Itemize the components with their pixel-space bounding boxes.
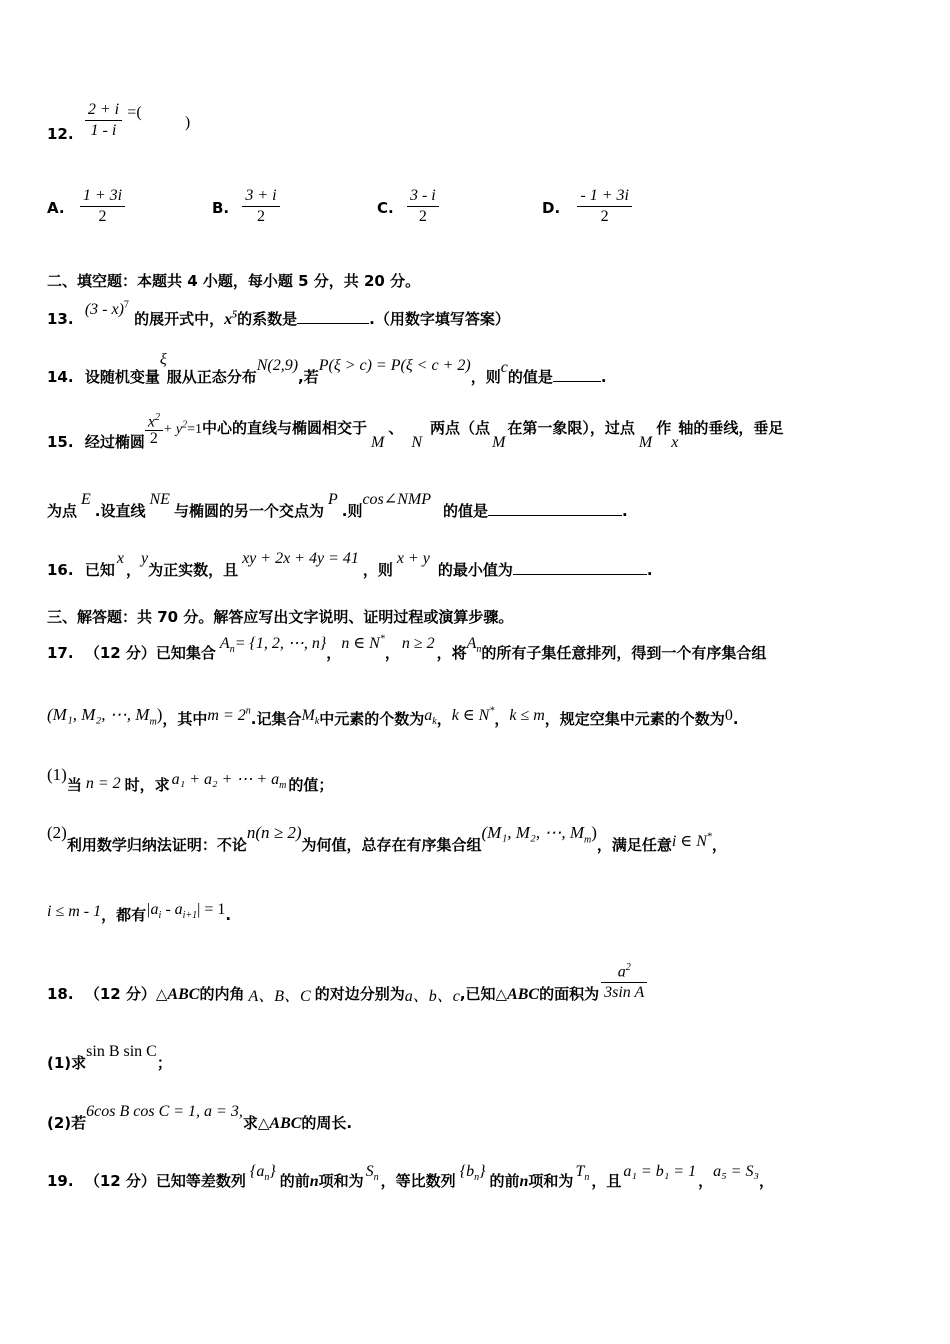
q14-line: [47, 351, 607, 386]
q17-l2-c1: ，: [436, 710, 452, 728]
q17-p2-text3: ，满足任意: [596, 836, 672, 854]
choice-b-fraction: [242, 186, 279, 227]
q19-text7: ，且: [591, 1172, 622, 1190]
q18-abc: ABC: [167, 986, 200, 1004]
q15-l2-text4: .则: [341, 502, 363, 520]
q17-p2-i-text: i ∈ N: [671, 833, 707, 850]
q16-answer-blank[interactable]: [513, 574, 647, 575]
q17-number: 17.: [47, 644, 74, 662]
q17-l2-zero: 0: [724, 707, 733, 724]
q17-p3-abs: [146, 901, 226, 922]
q15-l2-text1: 为点: [47, 502, 78, 520]
q14-text1: 设随机变量: [84, 368, 160, 386]
choice-a-label: A.: [47, 199, 65, 217]
q14-text3: ,若: [298, 368, 319, 386]
q19-Tn-text: T: [575, 1163, 585, 1180]
q17-An: [219, 635, 235, 656]
q16-sum: x + y: [396, 550, 430, 567]
q15-eq-exp: 2: [182, 419, 188, 431]
q14-condition: P(ξ > c) = P(ξ < c + 2): [318, 357, 471, 374]
q17-p2-text4: ，: [711, 836, 727, 854]
q12-close: ): [184, 114, 191, 131]
q19-text4: ，等比数列: [380, 1172, 456, 1190]
q15-sep: 、: [388, 419, 404, 438]
q12-fraction: [85, 100, 122, 141]
q12-choice-a[interactable]: [47, 186, 125, 227]
q16-sep: ，: [125, 561, 141, 579]
q18-frac-num-exp: 2: [625, 962, 631, 973]
q17-l2-tuple-sub: m: [149, 716, 157, 728]
q19-an: [249, 1163, 276, 1184]
q12-number: 12.: [47, 125, 74, 143]
q17-c1: ，: [326, 644, 342, 662]
q19-c1: ，: [698, 1172, 714, 1190]
q17-p2-text1: 利用数学归纳法证明：不论: [66, 836, 247, 854]
q17-l2-ak: [424, 707, 437, 728]
choice-d-fraction: [577, 186, 632, 227]
q17-n2: n ≥ 2: [401, 635, 435, 652]
choice-a-den: 2: [98, 208, 107, 225]
q17-l2-m: [207, 707, 250, 724]
q19-bn-sub: n: [474, 1172, 480, 1184]
q15-eq-rest: + y: [162, 422, 183, 438]
q14-text4: ，则: [470, 368, 501, 386]
q12-choice-c[interactable]: [377, 186, 439, 227]
q18-p2-abc: ABC: [269, 1115, 302, 1132]
q13-text2: 的系数是: [237, 310, 298, 328]
q15-frac-num: [145, 410, 163, 431]
q19-c2: ，: [759, 1172, 775, 1190]
q17-nN: [341, 635, 385, 652]
q18-line: [47, 958, 647, 1006]
q18-p2-text2: 的周长.: [301, 1114, 353, 1132]
q15-answer-blank[interactable]: [488, 515, 622, 516]
q17-l2-kN: [452, 707, 495, 724]
q17-p1-text3: 的值；: [288, 776, 334, 794]
q17-p1-sum-sub: m: [279, 780, 287, 792]
q13-expr-text: (3 - x): [84, 301, 124, 318]
q14-text2: 服从正态分布: [166, 368, 257, 386]
q17-l2-text4: ，规定空集中元素的个数为: [544, 710, 725, 728]
q18-part1: [47, 1040, 172, 1072]
q14-text6: .: [600, 368, 607, 386]
q17-p3-abs-end: | = 1: [197, 901, 226, 918]
q17-p2-tuple: [481, 823, 597, 846]
q18-p1-end: ；: [156, 1054, 172, 1072]
q15-eq-end: =1: [187, 422, 203, 438]
q16-text5: .: [646, 561, 653, 579]
q18-p2-label: (2)若: [47, 1114, 87, 1132]
q17-p1-label: (1): [47, 765, 67, 784]
q16-number: 16.: [47, 561, 74, 579]
choice-b-num: 3 + i: [242, 186, 279, 207]
q12-choice-b[interactable]: [212, 186, 280, 227]
q19-an-text: {a: [249, 1163, 265, 1180]
q15-l2-text6: .: [621, 502, 628, 520]
q17-l2-tuple-end: ): [156, 705, 163, 724]
q17-p1-n: n = 2: [85, 775, 121, 792]
q17-l2-text3: 中元素的个数为: [319, 710, 425, 728]
q18-text2: 的内角: [199, 985, 245, 1004]
q17-l2-tuple-text: (M₁, M₂, ⋯, M: [47, 705, 150, 724]
section3-heading: 三、解答题：共 70 分。解答应写出文字说明、证明过程或演算步骤。: [47, 608, 514, 626]
q15-eq: [162, 419, 203, 438]
q14-xi: ξ: [159, 351, 167, 368]
q18-frac-num: [601, 958, 647, 983]
q18-p1-label: (1)求: [47, 1054, 87, 1072]
q19-eq2: a₅ = S₃: [713, 1163, 760, 1180]
choice-b-den: 2: [257, 208, 265, 225]
q18-part2: [47, 1100, 353, 1132]
q17-p2-tuple-text: (M₁, M₂, ⋯, M: [481, 823, 584, 842]
q17-l2-ak-text: a: [424, 707, 433, 724]
q17-l2-ak-sub: k: [432, 716, 437, 728]
q17-l2-text2: .记集合: [250, 710, 302, 728]
q15-l2-text5: 的值是: [442, 502, 488, 520]
q12-choice-d[interactable]: [542, 186, 632, 227]
q19-text6: 项和为: [528, 1172, 574, 1190]
q17-p3-i: i ≤ m - 1: [47, 903, 102, 920]
q15-frac-den: 2: [149, 430, 158, 448]
q15-frac-num-text: x: [147, 413, 155, 431]
q17-p2-star: *: [706, 831, 712, 843]
q13-text3: .（用数字填写答案）: [369, 310, 510, 328]
q14-number: 14.: [47, 368, 74, 386]
q13-exp: 7: [123, 299, 129, 311]
q18-number: 18.: [47, 985, 74, 1004]
q15-N: N: [411, 434, 423, 452]
q18-text3: 的对边分别为: [314, 985, 405, 1004]
q14-text5: 的值是: [507, 368, 553, 386]
q19-text3: 项和为: [318, 1172, 364, 1190]
q18-area-fraction: [601, 958, 647, 1003]
q16-text4: 的最小值为: [437, 561, 513, 579]
q12-frac-den: 1 - i: [90, 122, 117, 139]
q15-text4: 在第一象限），过点: [507, 419, 635, 438]
q15-l2-text3: 与椭圆的另一个交点为: [173, 502, 324, 520]
q18-frac-num-text: a: [617, 963, 626, 981]
q15-cos: cos∠NMP: [362, 491, 431, 508]
q17-nN-text: n ∈ N: [341, 635, 380, 652]
q17-p2-n: n(n ≥ 2): [246, 823, 302, 842]
choice-c-num: 3 - i: [407, 186, 439, 207]
choice-c-fraction: [407, 186, 439, 227]
q17-l2-Mk: [301, 707, 320, 728]
q18-frac-den: 3sin A: [604, 984, 645, 1002]
q16-text2: 为正实数，且: [148, 561, 239, 579]
q15-fraction: [145, 410, 163, 447]
q13-x-exp: 5: [232, 309, 238, 321]
q17-score: （12 分）已知集合: [84, 644, 216, 662]
q16-equation: xy + 2x + 4y = 41: [242, 550, 359, 567]
q15-x: x: [671, 434, 679, 452]
q13-answer-blank[interactable]: [297, 323, 369, 324]
q17-An-sub: n: [229, 644, 235, 656]
q14-answer-blank[interactable]: [553, 381, 601, 382]
q18-p2-expr: 6cos B cos C = 1, a = 3,: [86, 1103, 243, 1120]
q19-text2: 的前: [279, 1172, 310, 1190]
q18-text4: ,已知△: [459, 985, 508, 1004]
q15-text3: 两点（点: [430, 419, 491, 438]
q19-an-end: }: [269, 1163, 276, 1180]
q19-Tn: [575, 1163, 590, 1184]
q17-p2-tuple-sub: m: [583, 834, 592, 846]
q17-p2-text2: 为何值，总存在有序集合组: [301, 836, 482, 854]
q15-M2: M: [492, 434, 506, 452]
q17-p3-abs-sub2: i+1: [182, 910, 198, 922]
q17-p2-tuple-end: ): [591, 823, 597, 842]
q19-number: 19.: [47, 1172, 74, 1190]
q15-text1: 经过椭圆: [84, 433, 145, 452]
q19-bn: [459, 1163, 486, 1184]
q17-l2-km: k ≤ m: [509, 707, 545, 724]
q17-An2-sub: n: [476, 644, 482, 656]
q17-part3: [47, 900, 231, 923]
q17-c2: ，: [384, 644, 400, 662]
choice-d-den: 2: [600, 208, 609, 225]
q19-text1: （12 分）已知等差数列: [84, 1172, 246, 1190]
q19-text5: 的前: [489, 1172, 520, 1190]
q17-l2-m-text: m = 2: [207, 707, 246, 724]
q15-E: E: [81, 491, 91, 508]
choice-b-label: B.: [212, 199, 230, 217]
q18-text5: 的面积为: [539, 985, 600, 1004]
q13-expr: [85, 301, 129, 318]
q19-Sn: [365, 1163, 379, 1184]
choice-c-den: 2: [418, 208, 427, 225]
section2-heading: 二、填空题：本题共 4 小题，每小题 5 分，共 20 分。: [47, 272, 421, 290]
q17-l2-Mk-text: M: [301, 707, 315, 724]
q15-NE: NE: [149, 491, 170, 508]
q17-l2-star: *: [489, 705, 495, 717]
q18-p2-text1: 求△: [242, 1114, 270, 1132]
q19-line: [47, 1160, 775, 1190]
q17-part2: [47, 822, 727, 854]
q17-text1: ，将: [436, 644, 467, 662]
q17-line2: [47, 704, 739, 727]
q15-line2: [47, 486, 628, 520]
q17-star: *: [379, 633, 385, 645]
q15-text6: 轴的垂线，垂足: [678, 419, 784, 438]
q12-frac-num: 2 + i: [85, 100, 122, 121]
q15-line1: [47, 410, 784, 452]
q15-M: M: [371, 434, 385, 452]
q17-part1: [47, 764, 334, 794]
q13-line: [47, 299, 510, 328]
q19-bn-end: }: [479, 1163, 486, 1180]
q17-l2-tuple: [47, 705, 163, 728]
q19-an-sub: n: [264, 1172, 270, 1184]
q17-p3-text1: ，都有: [101, 906, 147, 924]
q14-c: c: [500, 359, 508, 376]
q17-An2: [466, 635, 482, 656]
choice-a-num: 1 + 3i: [80, 186, 125, 207]
q16-y: y: [140, 550, 149, 567]
q18-angles: A、B、C: [248, 988, 311, 1006]
q17-set: = {1, 2, ⋯, n}: [234, 635, 327, 652]
q17-text2: 的所有子集任意排列，得到一个有序集合组: [481, 644, 767, 662]
choice-d-label: D.: [542, 199, 561, 217]
q19-n2: n: [519, 1173, 529, 1190]
q13-x-text: x: [224, 311, 233, 328]
q13-x: [224, 311, 237, 328]
q17-p2-i: [672, 833, 712, 850]
q17-p1-sum-text: a₁ + a₂ + ⋯ + a: [171, 771, 280, 788]
q17-p1-text2: 时，求: [124, 776, 170, 794]
q19-Sn-sub: n: [373, 1172, 379, 1184]
q12-tail: =(: [127, 104, 142, 121]
q12-line: [47, 100, 190, 141]
q13-number: 13.: [47, 310, 74, 328]
q15-M3: M: [638, 434, 653, 452]
q17-p3-abs-mid: - a: [161, 901, 183, 918]
q19-n1: n: [309, 1173, 319, 1190]
q17-l2-c2: ，: [494, 710, 510, 728]
q17-p1-text1: 当: [66, 776, 82, 794]
q17-l2-end: .: [732, 710, 739, 728]
q16-text1: 已知: [84, 561, 115, 579]
q18-sides: a、b、c: [404, 988, 460, 1006]
q15-frac-num-exp: 2: [154, 412, 160, 423]
q19-Tn-sub: n: [584, 1172, 590, 1184]
q17-An2-text: A: [466, 635, 477, 652]
q18-p1-expr: sin B sin C: [86, 1043, 157, 1060]
q13-text1: 的展开式中，: [134, 310, 225, 328]
q16-line: [47, 545, 653, 579]
q17-l2-text1: ，其中: [162, 710, 208, 728]
q19-eq1: a₁ = b₁ = 1: [623, 1163, 697, 1180]
choice-c-label: C.: [377, 199, 394, 217]
q17-l2-m-exp: n: [245, 705, 251, 717]
q17-l2-Mk-sub: k: [314, 716, 320, 728]
q16-x: x: [116, 550, 124, 567]
q15-text2: 中心的直线与椭圆相交于: [202, 419, 368, 438]
q17-line1: [47, 632, 767, 662]
q17-p3-abs-sub1: i: [158, 910, 162, 922]
q15-P: P: [327, 491, 338, 508]
q17-An-text: A: [219, 635, 230, 652]
q14-dist: N(2,9): [256, 357, 299, 374]
q17-p3-abs-text: |a: [146, 901, 159, 918]
q15-l2-text2: .设直线: [94, 502, 146, 520]
q15-number: 15.: [47, 433, 74, 452]
q16-text3: ，则: [362, 561, 393, 579]
q17-p1-sum: [171, 771, 287, 792]
q18-abc2: ABC: [507, 986, 540, 1004]
q17-p2-label: (2): [47, 823, 67, 842]
choice-d-num: - 1 + 3i: [577, 186, 632, 207]
choice-a-fraction: [80, 186, 125, 227]
q18-text1: （12 分）△: [84, 985, 168, 1004]
q17-l2-kN-text: k ∈ N: [451, 707, 490, 724]
q15-text5: 作: [656, 419, 672, 438]
q19-Sn-text: S: [365, 1163, 374, 1180]
q19-bn-text: {b: [459, 1163, 475, 1180]
q17-p3-end: .: [225, 906, 232, 924]
